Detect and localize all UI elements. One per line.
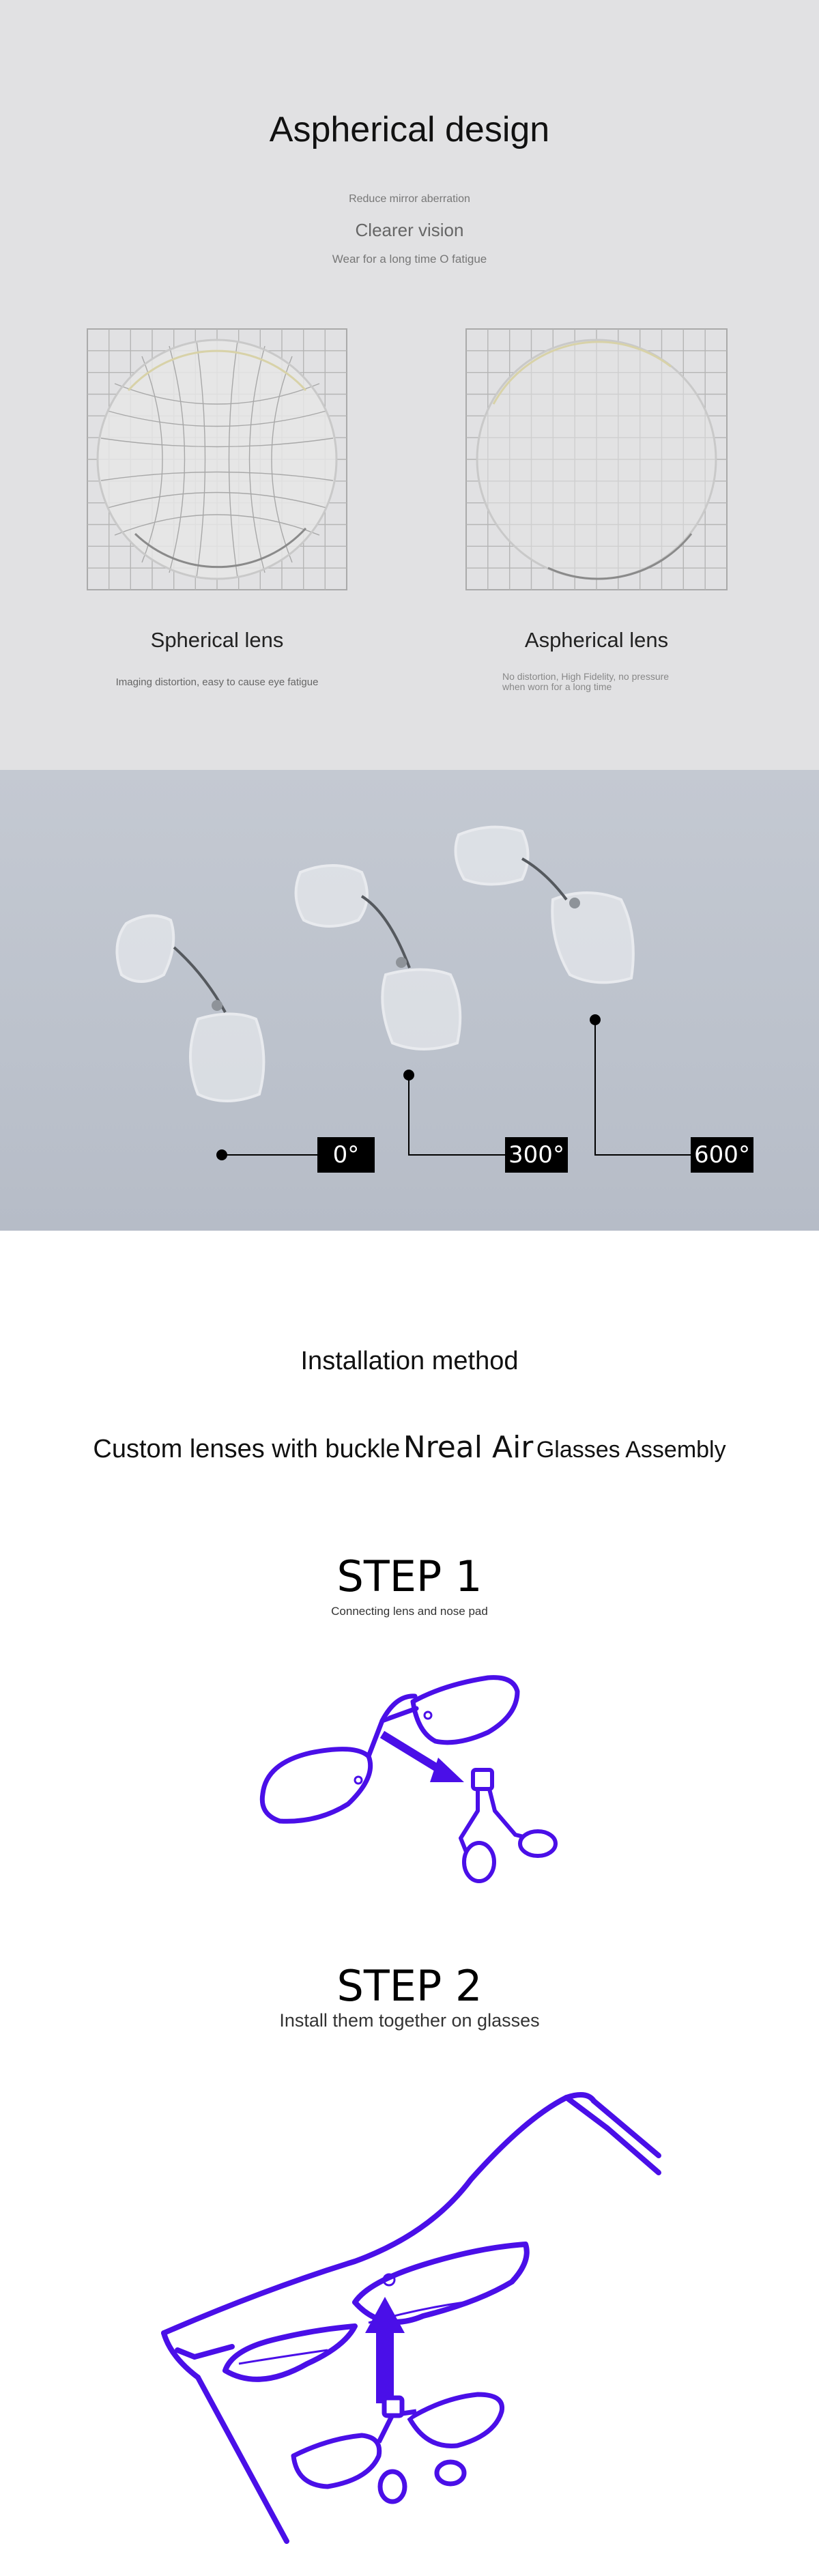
aspherical-lens-desc xyxy=(502,672,728,692)
installation-title: Installation method xyxy=(300,1347,519,1375)
spherical-lens-illustration xyxy=(87,329,347,590)
custom-lenses-line xyxy=(0,1430,819,1465)
aspherical-lens-desc-line-1: No distortion, High Fidelity, no pressure xyxy=(502,671,670,682)
installation-section xyxy=(0,1231,819,2576)
aspherical-subline-2: Clearer vision xyxy=(355,220,464,240)
marker-300-line-h xyxy=(408,1154,505,1156)
brand-name: Nreal Air xyxy=(403,1430,534,1465)
spherical-lens-title: Spherical lens xyxy=(150,628,284,652)
aspherical-lens-illustration xyxy=(466,329,727,590)
step2-illustration xyxy=(157,2077,662,2541)
step1-desc: Connecting lens and nose pad xyxy=(331,1605,488,1618)
spherical-lens-desc: Imaging distortion, easy to cause eye fatigue xyxy=(115,676,319,688)
diopter-0-label: 0° xyxy=(317,1137,375,1173)
aspherical-section xyxy=(0,0,819,770)
diopter-600-label: 600° xyxy=(691,1137,753,1173)
aspherical-title: Aspherical design xyxy=(269,110,550,149)
lens-photo-section xyxy=(0,770,819,1231)
step1-title: STEP 1 xyxy=(336,1551,483,1601)
aspherical-lens-title: Aspherical lens xyxy=(524,628,669,652)
step1-illustration xyxy=(259,1668,566,1913)
marker-600-line-h xyxy=(594,1154,691,1156)
diopter-300-label: 300° xyxy=(505,1137,568,1173)
step2-desc: Install them together on glasses xyxy=(279,2010,540,2031)
step2-title: STEP 2 xyxy=(336,1961,483,2011)
marker-600-line-v xyxy=(594,1020,596,1156)
custom-suffix: Glasses Assembly xyxy=(536,1437,726,1463)
aspherical-subline-3: Wear for a long time O fatigue xyxy=(332,253,487,266)
aspherical-subline-1: Reduce mirror aberration xyxy=(349,193,470,205)
marker-300-line-v xyxy=(408,1075,410,1156)
custom-prefix: Custom lenses with buckle xyxy=(93,1435,401,1463)
aspherical-lens-desc-line-2: when worn for a long time xyxy=(502,681,612,692)
marker-0-line xyxy=(222,1154,317,1156)
